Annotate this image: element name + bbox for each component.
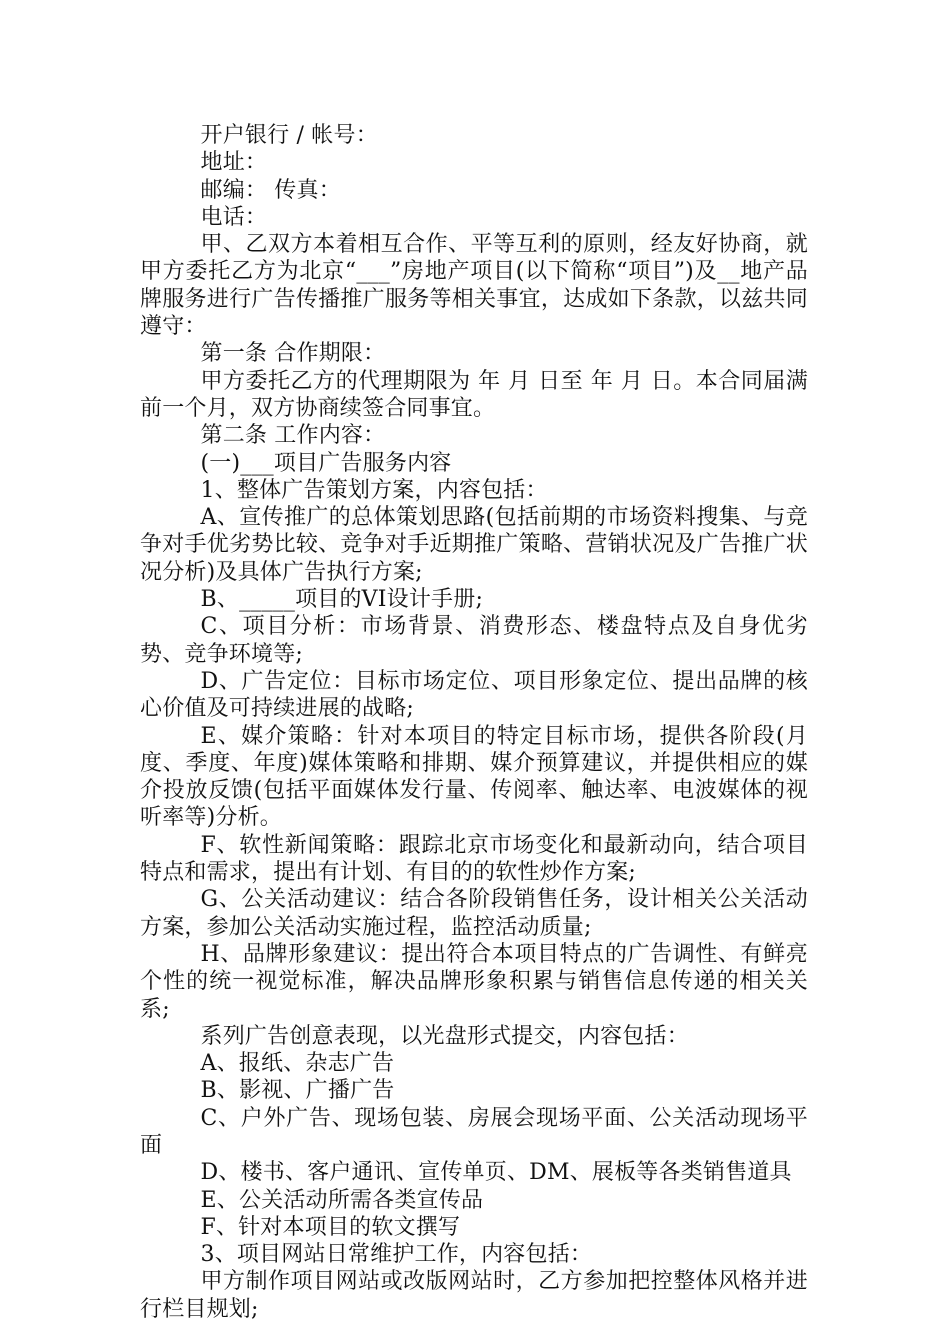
article-1-text: 甲方委托乙方的代理期限为 年 月 日至 年 月 日。本合同届满前一个月，双方协商续签合同事宜。 bbox=[140, 368, 808, 421]
item-1-heading: 1、整体广告策划方案，内容包括： bbox=[200, 477, 548, 503]
creative-item-d: D、楼书、客户通讯、宣传单页、DM、展板等各类销售道具 bbox=[200, 1160, 792, 1186]
creative-item-c: C、户外广告、现场包装、房展会现场平面、公关活动现场平面 bbox=[140, 1105, 808, 1158]
article-1-heading: 第一条 合作期限： bbox=[200, 341, 386, 367]
creative-item-f: F、针对本项目的软文撰写 bbox=[200, 1214, 461, 1240]
creative-item-e: E、公关活动所需各类宣传品 bbox=[200, 1187, 484, 1213]
document-body bbox=[140, 122, 808, 1323]
item-f-paragraph: F、软性新闻策略：跟踪北京市场变化和最新动向，结合项目特点和需求，提出有计划、有目的的软性炒作方案; bbox=[140, 832, 808, 886]
item-g-paragraph: G、公关活动建议：结合各阶段销售任务，设计相关公关活动方案，参加公关活动实施过程，监控活动质量; bbox=[140, 887, 808, 940]
item-3-heading: 3、项目网站日常维护工作，内容包括： bbox=[200, 1242, 593, 1268]
item-h-paragraph: H、品牌形象建议：提出符合本项目特点的广告调性、有鲜亮个性的统一视觉标准，解决品牌形象积累与销售信息传递的相关关系; bbox=[140, 941, 808, 1022]
address-line: 地址： bbox=[200, 150, 268, 176]
item-b-paragraph: B、_____项目的VI设计手册; bbox=[200, 587, 484, 613]
item-c-paragraph: C、项目分析：市场背景、消费形态、楼盘特点及自身优劣势、竞争环境等; bbox=[140, 614, 808, 667]
item-a-paragraph: A、宣传推广的总体策划思路(包括前期的市场资料搜集、与竞争对手优劣势比较、竞争对手近期推广策略、营销状况及广告推广状况分析)及具体广告执行方案; bbox=[140, 505, 808, 585]
creative-item-b: B、影视、广播广告 bbox=[200, 1078, 395, 1104]
phone-line: 电话： bbox=[200, 204, 268, 230]
creative-item-a: A、报纸、杂志广告 bbox=[200, 1051, 395, 1077]
item-d-paragraph: D、广告定位：目标市场定位、项目形象定位、提出品牌的核心价值及可持续进展的战略; bbox=[140, 668, 808, 722]
creative-heading: 系列广告创意表现，以光盘形式提交，内容包括： bbox=[200, 1023, 689, 1049]
item-e-paragraph: E、媒介策略：针对本项目的特定目标市场，提供各阶段(月度、季度、年度)媒体策略和排期、媒介预算建议，并提供相应的媒介投放反馈(包括平面媒体发行量、传阅率、触达率、电波媒体的视听率等)分析。 bbox=[140, 723, 808, 831]
preamble-paragraph: 甲、乙双方本着相互合作、平等互利的原则，经友好协商，就甲方委托乙方为北京“___”房地产项目(以下简称“项目”)及__地产品牌服务进行广告传播推广服务等相关事宜，达成如下条款，以兹共同遵守： bbox=[140, 232, 808, 340]
postcode-fax-line: 邮编： 传真： bbox=[200, 177, 341, 203]
article-2-heading: 第二条 工作内容： bbox=[200, 423, 386, 449]
bank-account-line: 开户银行 / 帐号： bbox=[200, 123, 378, 148]
website-paragraph: 甲方制作项目网站或改版网站时，乙方参加把控整体风格并进行栏目规划; bbox=[140, 1269, 808, 1322]
section-1-heading: (一)___项目广告服务内容 bbox=[200, 450, 452, 476]
